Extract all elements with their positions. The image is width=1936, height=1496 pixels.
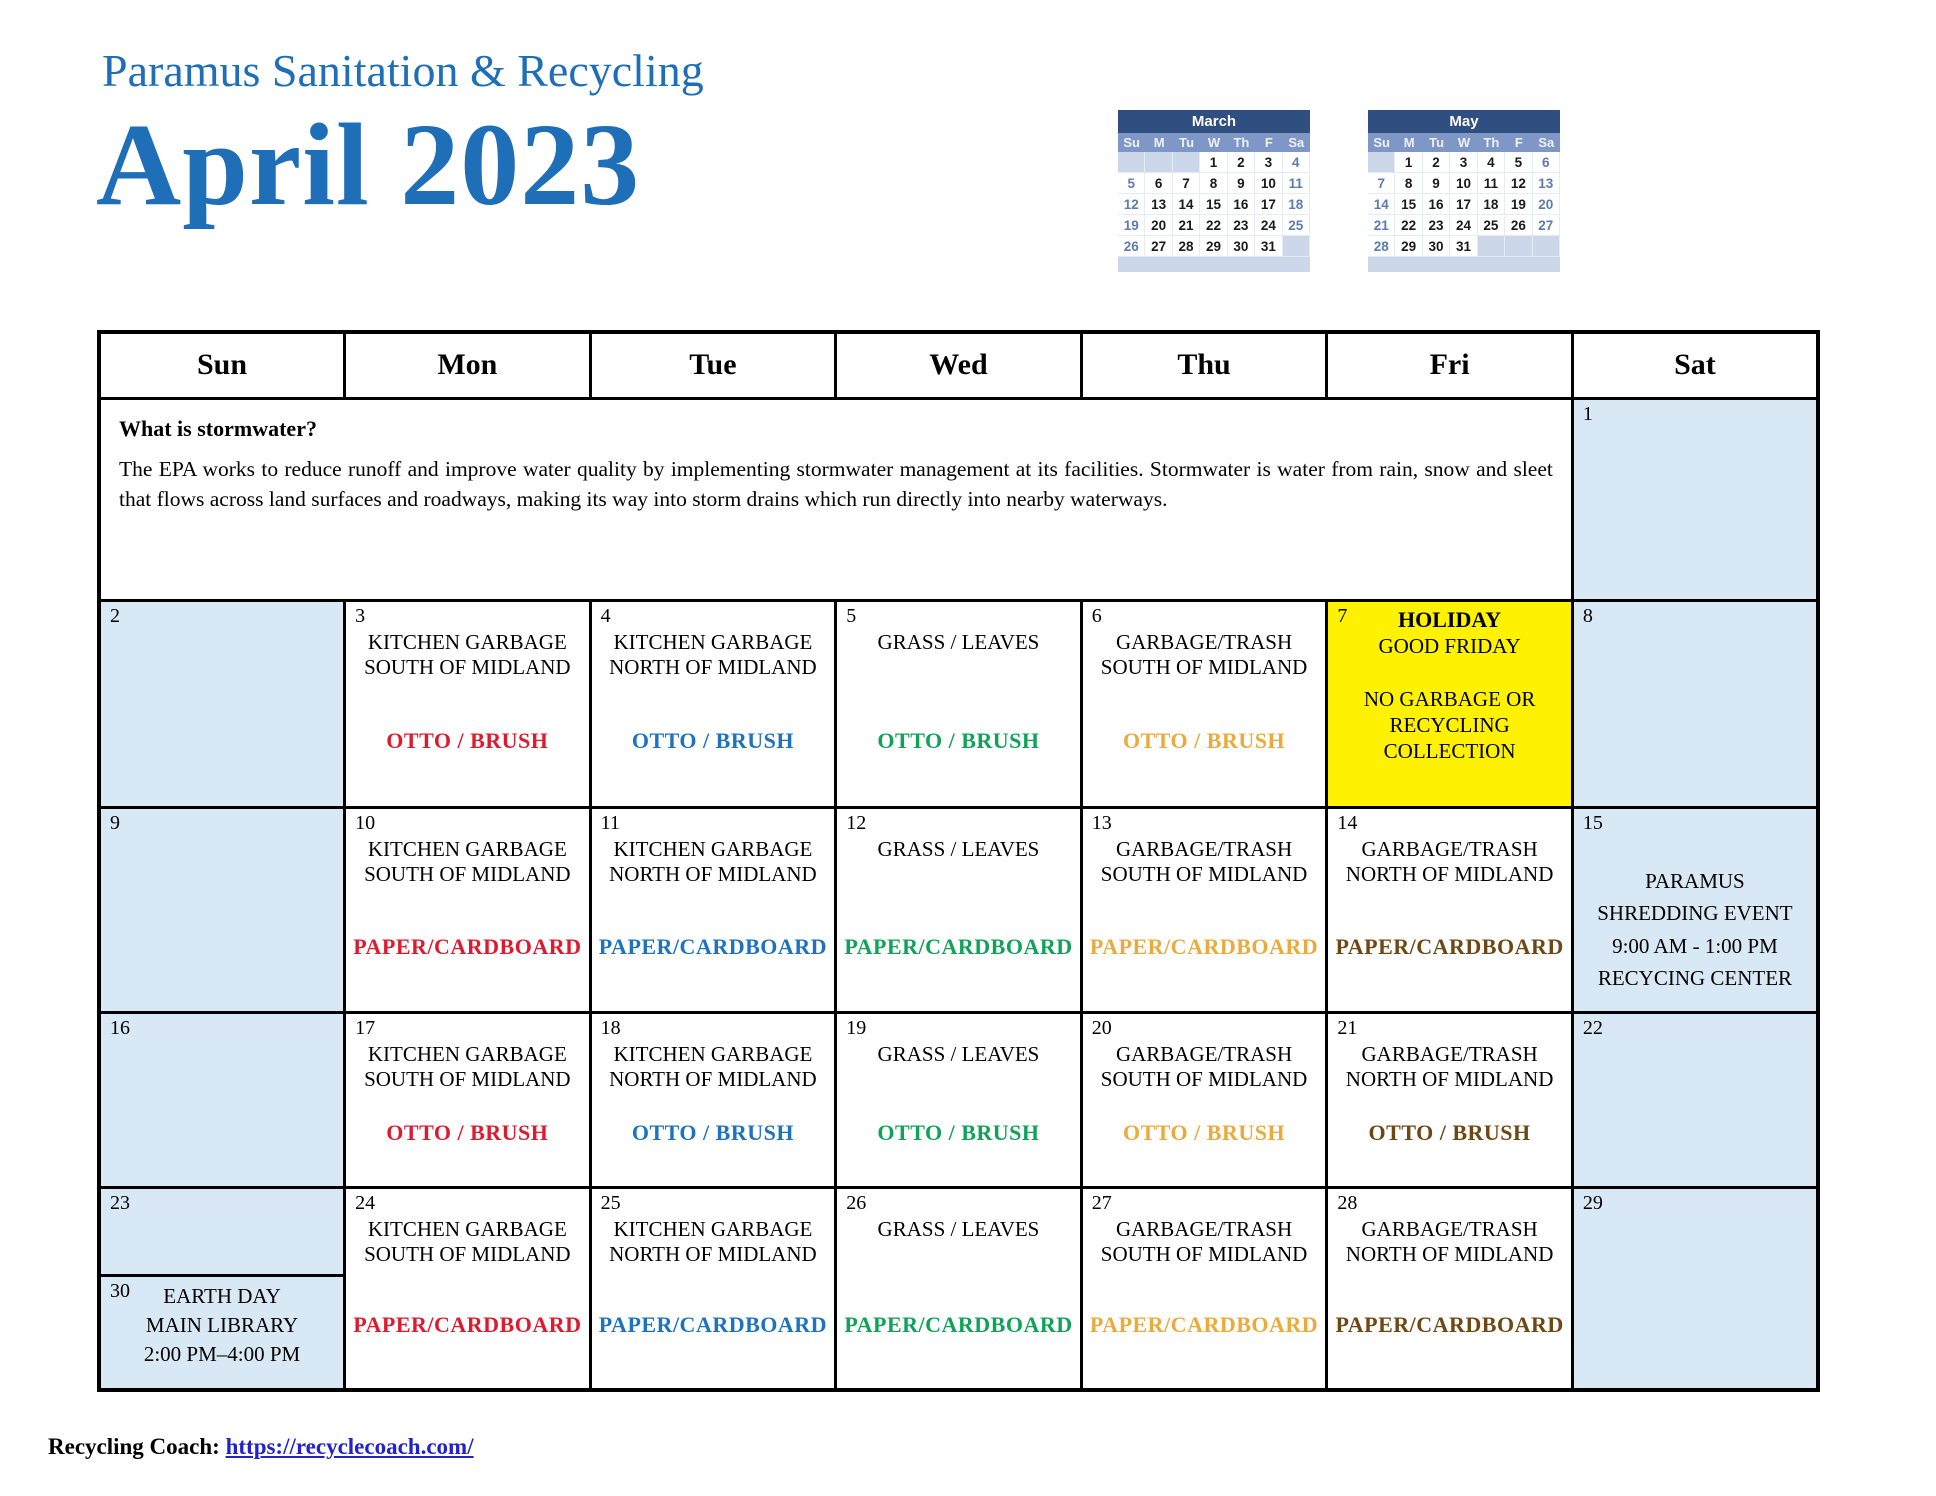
mini-calendar-footer-strip [1118,257,1310,272]
organization-title: Paramus Sanitation & Recycling [102,45,704,96]
event-line: 2:00 PM–4:00 PM [143,1342,301,1367]
mini-day-cell: 13 [1533,173,1560,194]
event-line: EARTH DAY [163,1283,281,1308]
pickup-zone-text [346,837,589,888]
pickup-zone-line: KITCHEN GARBAGE [367,836,567,861]
mini-day-cell: 15 [1395,194,1422,215]
pickup-type-label: PAPER/CARDBOARD [1335,1312,1564,1338]
day-number: 19 [846,1016,867,1039]
pickup-zone-text [1083,630,1326,681]
mini-weekday-label: W [1457,135,1471,150]
pickup-zone-line: GARBAGE/TRASH [1115,629,1293,654]
stormwater-body: The EPA works to reduce runoff and improve water quality by implementing stormwater management at its facilities. Stormwater is water from rain, snow and sleet that flows across land surfaces and roadways, making its way into storm drains which run directly into nearby waterways. [119,456,1553,512]
mini-day-cell: 7 [1173,173,1200,194]
mini-weekday-label: Tu [1429,135,1445,150]
mini-day-cell: 12 [1505,173,1532,194]
day-number: 23 [110,1191,130,1214]
day-number: 15 [1582,811,1603,834]
pickup-zone-line: GRASS / LEAVES [877,836,1040,861]
day-number: 10 [355,811,376,834]
day-cell-11 [590,807,836,1012]
mini-day-cell: 3 [1450,152,1477,173]
event-line: RECYCING CENTER [1597,966,1793,991]
mini-calendar-day-headers [1368,133,1560,152]
pickup-type-label: OTTO / BRUSH [631,1120,794,1146]
weekday-header: Wed [836,332,1082,398]
event-line: 9:00 AM - 1:00 PM [1612,933,1778,958]
pickup-type-label: PAPER/CARDBOARD [353,1312,582,1338]
pickup-zone-line: KITCHEN GARBAGE [367,1041,567,1066]
mini-day-cell: 1 [1200,152,1227,173]
day-cell-2 [99,600,345,807]
weekday-header: Tue [590,332,836,398]
day-cell-4 [590,600,836,807]
pickup-zone-text [1328,837,1571,888]
mini-weekday-label: M [1153,135,1165,150]
main-calendar-body [99,398,1818,1390]
weekday-header: Sun [99,332,345,398]
day-cell-8 [1572,600,1818,807]
holiday-line: COLLECTION [1383,738,1516,763]
pickup-zone-line: SOUTH OF MIDLAND [1100,1242,1308,1267]
footer [48,1434,474,1460]
day-number: 12 [846,811,867,834]
pickup-zone-text [592,1042,835,1093]
page-title: April 2023 [96,99,641,230]
day-number: 24 [355,1191,376,1214]
pickup-zone-line: SOUTH OF MIDLAND [364,1242,571,1267]
mini-day-cell: 10 [1450,173,1477,194]
mini-day-cell: 1 [1395,152,1422,173]
pickup-zone-line: GARBAGE/TRASH [1361,1041,1538,1066]
pickup-zone-line: NORTH OF MIDLAND [609,862,817,887]
pickup-zone-text [592,837,835,888]
day-cell-22 [1572,1012,1818,1187]
pickup-zone-line: SOUTH OF MIDLAND [364,1067,571,1092]
pickup-type-label: OTTO / BRUSH [631,727,794,753]
mini-day-cell: 28 [1368,236,1395,257]
day-cell-9 [99,807,345,1012]
mini-weekday-label: Th [1483,135,1500,150]
event-line: MAIN LIBRARY [145,1312,299,1337]
mini-day-cell: 11 [1283,173,1310,194]
day-number: 17 [355,1016,376,1039]
mini-day-cell: 6 [1533,152,1560,173]
pickup-type-label: PAPER/CARDBOARD [353,933,582,959]
day-cell-14 [1327,807,1573,1012]
mini-weekday-label: Th [1233,135,1250,150]
mini-calendar-grid [1118,152,1310,257]
day-number: 1 [1582,402,1593,425]
day-number: 8 [1582,604,1593,627]
day-number: 28 [1337,1191,1358,1214]
mini-day-cell: 2 [1423,152,1450,173]
stormwater-heading: What is stormwater? [119,415,317,441]
mini-day-cell: 4 [1478,152,1505,173]
mini-day-cell: 28 [1173,236,1200,257]
pickup-zone-text [837,837,1080,863]
mini-weekday-label: F [1264,135,1273,150]
day-cell-6 [1081,600,1327,807]
holiday-line [1328,659,1571,686]
mini-day-cell: 15 [1200,194,1227,215]
mini-calendar-footer-strip [1368,257,1560,272]
main-calendar-header-row [99,332,1818,398]
pickup-zone-line: GARBAGE/TRASH [1361,836,1538,861]
day-cell-15 [1572,807,1818,1012]
mini-day-cell: 20 [1533,194,1560,215]
pickup-zone-line: NORTH OF MIDLAND [1345,1067,1554,1092]
day-cell-23-30 [99,1187,345,1390]
pickup-zone-text [837,1042,1080,1068]
pickup-zone-line: NORTH OF MIDLAND [609,655,817,680]
mini-day-cell: 29 [1395,236,1422,257]
mini-day-cell: 16 [1228,194,1255,215]
day-cell-25 [590,1187,836,1390]
mini-day-cell: 22 [1395,215,1422,236]
mini-blank-cell [1478,236,1505,257]
mini-blank-cell [1505,236,1532,257]
pickup-type-label: PAPER/CARDBOARD [1089,1312,1319,1338]
pickup-zone-line: GRASS / LEAVES [877,1041,1040,1066]
mini-blank-cell [1533,236,1560,257]
day-number: 5 [846,604,857,627]
mini-day-cell: 22 [1200,215,1227,236]
mini-day-cell: 21 [1368,215,1395,236]
recycling-coach-link[interactable]: https://recyclecoach.com/ [225,1434,474,1459]
day-cell-5 [836,600,1082,807]
pickup-zone-line: GARBAGE/TRASH [1361,1216,1538,1241]
mini-day-cell: 6 [1145,173,1172,194]
pickup-zone-line: SOUTH OF MIDLAND [1100,862,1308,887]
pickup-zone-text [592,630,835,681]
mini-day-cell: 14 [1173,194,1200,215]
pickup-zone-text [1083,837,1326,888]
mini-weekday-label: Tu [1179,135,1195,150]
pickup-zone-text [1328,1217,1571,1268]
day-number: 14 [1337,811,1358,834]
mini-day-cell: 24 [1450,215,1477,236]
day-cell-30 [101,1277,343,1370]
mini-day-cell: 31 [1255,236,1282,257]
pickup-zone-line: KITCHEN GARBAGE [367,1216,567,1241]
mini-day-cell: 13 [1145,194,1172,215]
pickup-zone-text [346,630,589,681]
day-cell-17 [345,1012,591,1187]
pickup-type-label: PAPER/CARDBOARD [844,1312,1073,1338]
pickup-zone-line: SOUTH OF MIDLAND [364,655,571,680]
mini-day-cell: 14 [1368,194,1395,215]
weekday-header: Sat [1572,332,1818,398]
holiday-text [1328,633,1571,764]
mini-day-cell: 18 [1283,194,1310,215]
pickup-zone-line: KITCHEN GARBAGE [613,836,813,861]
holiday-line: GOOD FRIDAY [1378,633,1521,658]
mini-day-cell: 19 [1118,215,1145,236]
holiday-line: NO GARBAGE OR [1363,686,1536,711]
pickup-type-label: PAPER/CARDBOARD [844,933,1073,959]
day-cell-10 [345,807,591,1012]
weekday-header: Mon [345,332,591,398]
pickup-zone-text [837,1217,1080,1243]
pickup-zone-line: KITCHEN GARBAGE [613,629,813,654]
pickup-type-label: OTTO / BRUSH [386,1120,549,1146]
mini-blank-cell [1145,152,1172,173]
mini-calendar-title: May [1368,110,1560,133]
mini-weekday-label: W [1207,135,1221,150]
pickup-zone-line: SOUTH OF MIDLAND [1100,655,1308,680]
mini-day-cell: 18 [1478,194,1505,215]
mini-day-cell: 5 [1505,152,1532,173]
day-cell-23 [101,1189,343,1277]
mini-day-cell: 25 [1478,215,1505,236]
day-number: 21 [1337,1016,1358,1039]
day-cell-13 [1081,807,1327,1012]
day-number: 7 [1337,604,1348,627]
mini-day-cell: 8 [1395,173,1422,194]
day-number: 18 [600,1016,621,1039]
holiday-title: HOLIDAY [1398,606,1502,632]
day-number: 26 [846,1191,867,1214]
day-cell-1 [1572,398,1818,600]
main-calendar [97,330,1820,1392]
pickup-zone-line: NORTH OF MIDLAND [1345,862,1554,887]
mini-day-cell: 20 [1145,215,1172,236]
mini-day-cell: 2 [1228,152,1255,173]
pickup-type-label: OTTO / BRUSH [386,727,549,753]
pickup-zone-line: NORTH OF MIDLAND [609,1067,817,1092]
pickup-zone-line: GRASS / LEAVES [877,629,1040,654]
event-text [1574,865,1816,995]
mini-day-cell: 11 [1478,173,1505,194]
mini-day-cell: 5 [1118,173,1145,194]
mini-day-cell: 9 [1423,173,1450,194]
mini-day-cell: 23 [1228,215,1255,236]
mini-calendar-march [1118,110,1310,272]
mini-day-cell: 10 [1255,173,1282,194]
pickup-zone-line: GARBAGE/TRASH [1115,1041,1293,1066]
day-number: 11 [600,811,620,834]
mini-weekday-label: Su [1373,135,1391,150]
mini-blank-cell [1173,152,1200,173]
mini-calendar-title: March [1118,110,1310,133]
event-text [101,1279,343,1370]
mini-day-cell: 31 [1450,236,1477,257]
mini-day-cell: 8 [1200,173,1227,194]
pickup-zone-line: SOUTH OF MIDLAND [1100,1067,1308,1092]
pickup-zone-text [346,1042,589,1093]
day-cell-16 [99,1012,345,1187]
mini-calendar-may [1368,110,1560,272]
mini-blank-cell [1283,236,1310,257]
pickup-type-label: PAPER/CARDBOARD [598,933,828,959]
mini-day-cell: 27 [1145,236,1172,257]
day-number: 6 [1091,604,1102,627]
mini-day-cell: 19 [1505,194,1532,215]
pickup-zone-line: KITCHEN GARBAGE [367,629,567,654]
mini-weekday-label: Sa [1538,135,1555,150]
pickup-zone-text [837,630,1080,656]
pickup-zone-line: GARBAGE/TRASH [1115,1216,1293,1241]
day-cell-18 [590,1012,836,1187]
mini-blank-cell [1118,152,1145,173]
day-cell-12 [836,807,1082,1012]
mini-weekday-label: Su [1123,135,1141,150]
pickup-type-label: OTTO / BRUSH [1122,1120,1286,1146]
weekday-header: Fri [1327,332,1573,398]
day-cell-26 [836,1187,1082,1390]
mini-day-cell: 17 [1255,194,1282,215]
mini-weekday-label: F [1514,135,1523,150]
day-cell-27 [1081,1187,1327,1390]
pickup-type-label: PAPER/CARDBOARD [1335,933,1564,959]
pickup-type-label: OTTO / BRUSH [1368,1120,1531,1146]
mini-weekday-label: Sa [1288,135,1305,150]
day-cell-19 [836,1012,1082,1187]
mini-day-cell: 17 [1450,194,1477,215]
mini-blank-cell [1368,152,1395,173]
weekday-header: Thu [1081,332,1327,398]
pickup-zone-line: NORTH OF MIDLAND [609,1242,817,1267]
day-number: 4 [600,604,611,627]
day-number: 9 [110,811,120,834]
pickup-zone-text [592,1217,835,1268]
pickup-type-label: OTTO / BRUSH [877,1120,1040,1146]
day-number: 3 [355,604,366,627]
day-cell-7 [1327,600,1573,807]
stormwater-note-cell [99,398,1572,600]
pickup-zone-line: KITCHEN GARBAGE [613,1041,813,1066]
mini-day-cell: 24 [1255,215,1282,236]
mini-day-cell: 12 [1118,194,1145,215]
mini-day-cell: 16 [1423,194,1450,215]
event-line: SHREDDING EVENT [1597,901,1793,926]
day-number: 13 [1091,811,1112,834]
mini-calendar-grid [1368,152,1560,257]
day-number: 29 [1582,1191,1603,1214]
mini-day-cell: 23 [1423,215,1450,236]
pickup-zone-line: KITCHEN GARBAGE [613,1216,813,1241]
mini-day-cell: 26 [1505,215,1532,236]
pickup-type-label: PAPER/CARDBOARD [598,1312,828,1338]
day-number: 2 [110,604,120,627]
pickup-zone-text [346,1217,589,1268]
mini-day-cell: 7 [1368,173,1395,194]
pickup-zone-line: GRASS / LEAVES [877,1216,1040,1241]
day-number: 27 [1091,1191,1112,1214]
holiday-line: RECYCLING [1389,712,1510,737]
pickup-type-label: OTTO / BRUSH [877,727,1040,753]
mini-calendar-day-headers [1118,133,1310,152]
pickup-type-label: OTTO / BRUSH [1122,727,1286,753]
mini-day-cell: 29 [1200,236,1227,257]
mini-day-cell: 9 [1228,173,1255,194]
pickup-zone-text [1083,1217,1326,1268]
day-cell-24 [345,1187,591,1390]
day-number: 16 [110,1016,130,1039]
pickup-zone-text [1083,1042,1326,1093]
pickup-zone-line: NORTH OF MIDLAND [1345,1242,1554,1267]
mini-day-cell: 21 [1173,215,1200,236]
pickup-zone-text [1328,1042,1571,1093]
day-number: 30 [110,1279,130,1302]
recycling-coach-label: Recycling Coach: [48,1434,220,1459]
day-number: 25 [600,1191,621,1214]
mini-day-cell: 25 [1283,215,1310,236]
day-cell-21 [1327,1012,1573,1187]
day-number: 22 [1582,1016,1603,1039]
mini-day-cell: 4 [1283,152,1310,173]
pickup-zone-line: GARBAGE/TRASH [1115,836,1293,861]
pickup-type-label: PAPER/CARDBOARD [1089,933,1319,959]
mini-day-cell: 26 [1118,236,1145,257]
day-cell-28 [1327,1187,1573,1390]
pickup-zone-line: SOUTH OF MIDLAND [364,862,571,887]
day-cell-29 [1572,1187,1818,1390]
day-cell-20 [1081,1012,1327,1187]
day-number: 20 [1091,1016,1112,1039]
event-line: PARAMUS [1645,868,1745,893]
mini-weekday-label: M [1403,135,1415,150]
mini-day-cell: 3 [1255,152,1282,173]
mini-day-cell: 30 [1423,236,1450,257]
day-cell-3 [345,600,591,807]
mini-day-cell: 30 [1228,236,1255,257]
mini-day-cell: 27 [1533,215,1560,236]
